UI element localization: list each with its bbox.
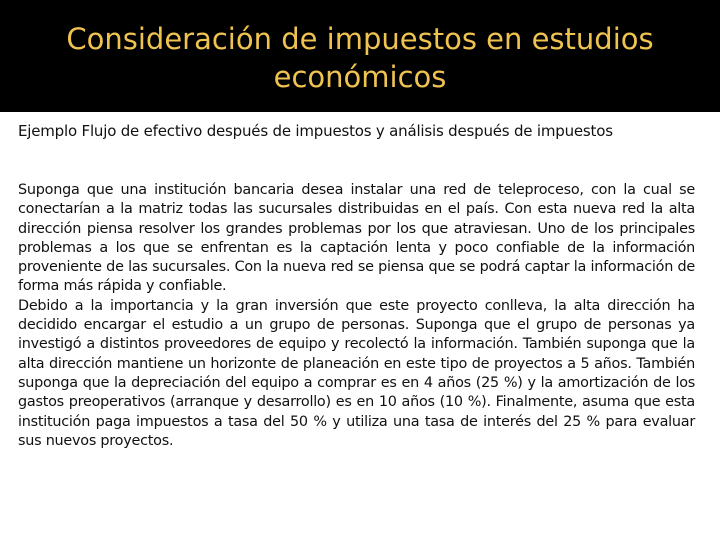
body-text	[18, 181, 695, 451]
slide-subtitle: Ejemplo Flujo de efectivo después de impuestos y análisis después de impuestos	[18, 122, 613, 140]
body-paragraph-1: Suponga que una institución bancaria desea instalar una red de teleproceso, con la cual se conectarían a la matriz todas las sucursales distribuidas en el país. Con esta nueva red la alta dirección piensa resolver los grandes problemas por los que atraviesan. Uno de los principales problemas a los que se enfrentan es la captación lenta y poco confiable de la información proveniente de las sucursales. Con la nueva red se piensa que se podrá captar la información de forma más rápida y confiable.	[18, 182, 695, 295]
slide-title: Consideración de impuestos en estudios económicos	[66, 22, 654, 94]
body-paragraph-2: Debido a la importancia y la gran inversión que este proyecto conlleva, la alta dirección ha decidido encargar el estudio a un grupo de personas. Suponga que el grupo de personas ya investigó a distintos proveedores de equipo y recolectó la información. También suponga que la alta dirección mantiene un horizonte de planeación en este tipo de proyectos a 5 años. También suponga que la depreciación del equipo a comprar es en 4 años (25 %) y la amortización de los gastos preoperativos (arranque y desarrollo) es en 10 años (10 %). Finalmente, asuma que esta institución paga impuestos a tasa del 50 % y utiliza una tasa de interés del 25 % para evaluar sus nuevos proyectos.	[18, 297, 695, 449]
title-bar	[0, 0, 720, 112]
